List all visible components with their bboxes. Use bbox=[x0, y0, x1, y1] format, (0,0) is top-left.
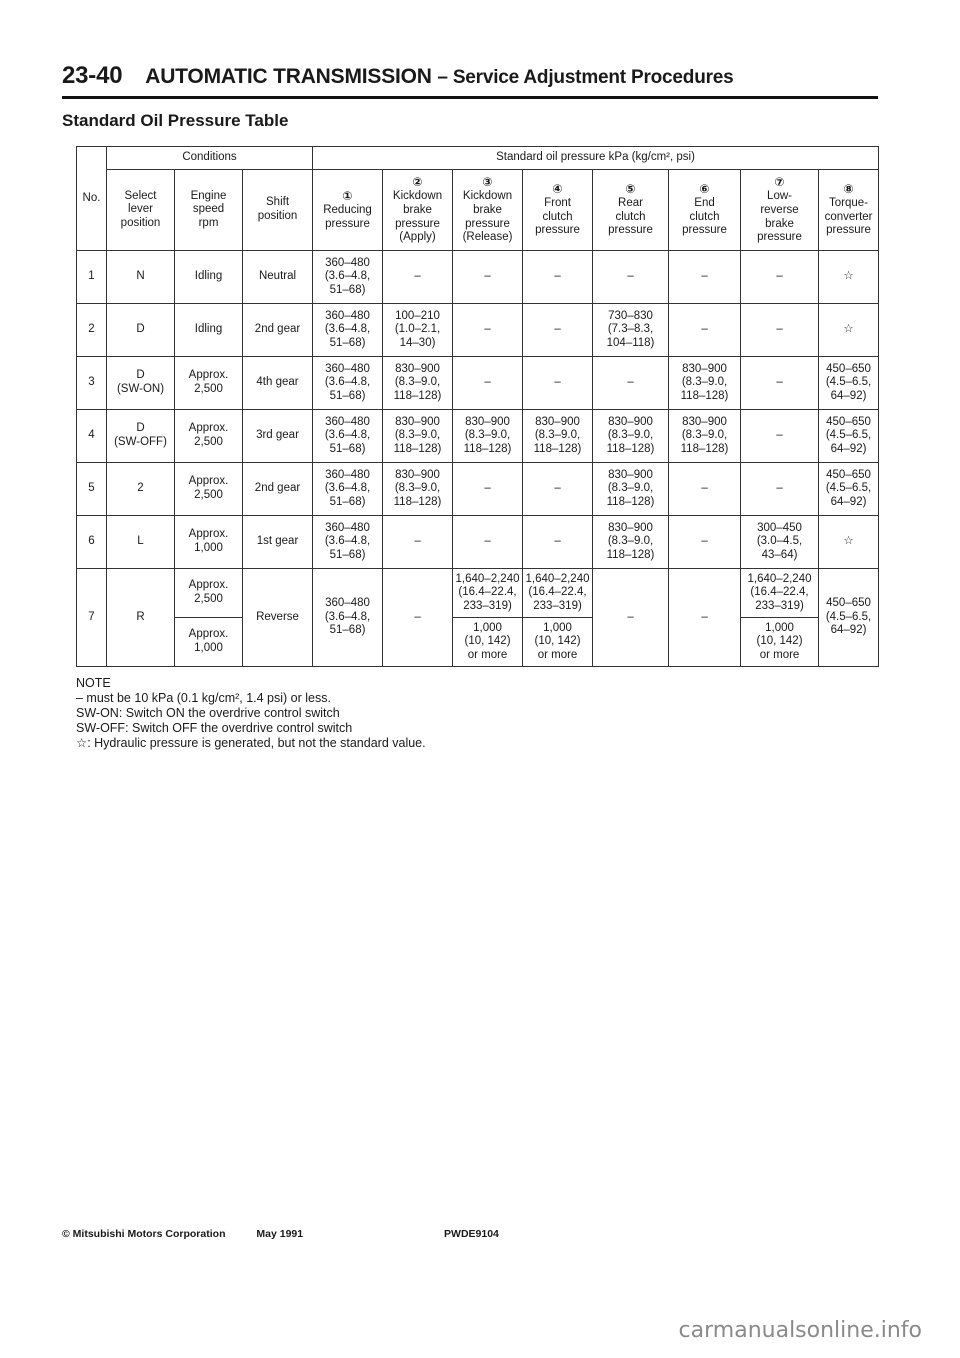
table-cell: – bbox=[383, 251, 453, 304]
circled-number-icon: ⑦ bbox=[774, 175, 785, 190]
table-cell: 300–450 (3.0–4.5, 43–64) bbox=[741, 516, 819, 569]
table-cell: 360–480 (3.6–4.8, 51–68) bbox=[313, 304, 383, 357]
page-number: 23-40 bbox=[62, 62, 123, 89]
header-pressure bbox=[593, 170, 669, 251]
header-pressure bbox=[453, 170, 523, 251]
table-cell: 830–900 (8.3–9.0, 118–128) bbox=[593, 410, 669, 463]
table-cell: 1st gear bbox=[243, 516, 313, 569]
table-row bbox=[77, 357, 879, 410]
row7-engine-a: Approx. 2,500 bbox=[175, 569, 243, 618]
table-cell: 730–830 (7.3–8.3, 104–118) bbox=[593, 304, 669, 357]
footer-copyright: © Mitsubishi Motors Corporation bbox=[62, 1228, 226, 1240]
table-cell: 3rd gear bbox=[243, 410, 313, 463]
table-cell: N bbox=[107, 251, 175, 304]
header-pressure-label: Front clutch pressure bbox=[535, 197, 580, 237]
header-pressure-label: Low- reverse brake pressure bbox=[757, 190, 802, 244]
row7-low-b: 1,000 (10, 142) or more bbox=[741, 618, 819, 667]
header-no: No. bbox=[77, 147, 107, 251]
header-pressure bbox=[313, 170, 383, 251]
circled-number-icon: ⑤ bbox=[625, 182, 636, 197]
page-subtitle: – Service Adjustment Procedures bbox=[437, 67, 734, 88]
page-title: AUTOMATIC TRANSMISSION bbox=[145, 65, 432, 88]
header-pressure bbox=[669, 170, 741, 251]
row7-kd-release-a: 1,640–2,240 (16.4–22.4, 233–319) bbox=[453, 569, 523, 618]
oil-pressure-table bbox=[76, 146, 879, 667]
header-pressure-label: Reducing pressure bbox=[323, 204, 372, 230]
table-cell: – bbox=[669, 251, 741, 304]
table-cell: 830–900 (8.3–9.0, 118–128) bbox=[669, 357, 741, 410]
header-pressure-label: End clutch pressure bbox=[682, 197, 727, 237]
circled-number-icon: ④ bbox=[552, 182, 563, 197]
table-cell: – bbox=[453, 357, 523, 410]
row7-shift: Reverse bbox=[243, 569, 313, 667]
header-pressure-label: Torque- converter pressure bbox=[824, 197, 873, 237]
header-pressure bbox=[383, 170, 453, 251]
header-pressure bbox=[819, 170, 879, 251]
row7-select: R bbox=[107, 569, 175, 667]
page-header bbox=[62, 62, 878, 99]
row7-end: – bbox=[669, 569, 741, 667]
page-footer bbox=[62, 1228, 762, 1240]
table-cell: – bbox=[741, 410, 819, 463]
row7-front-b: 1,000 (10, 142) or more bbox=[523, 618, 593, 667]
table-cell: 450–650 (4.5–6.5, 64–92) bbox=[819, 463, 879, 516]
header-condition: Shift position bbox=[243, 170, 313, 251]
table-cell: 100–210 (1.0–2.1, 14–30) bbox=[383, 304, 453, 357]
row7-kd-apply: – bbox=[383, 569, 453, 667]
table-cell: 830–900 (8.3–9.0, 118–128) bbox=[523, 410, 593, 463]
table-cell: L bbox=[107, 516, 175, 569]
table-cell: 830–900 (8.3–9.0, 118–128) bbox=[593, 516, 669, 569]
table-cell: 830–900 (8.3–9.0, 118–128) bbox=[453, 410, 523, 463]
table-cell: 3 bbox=[77, 357, 107, 410]
row7-no: 7 bbox=[77, 569, 107, 667]
table-cell: 830–900 (8.3–9.0, 118–128) bbox=[383, 410, 453, 463]
table-cell: – bbox=[741, 251, 819, 304]
table-cell: 4th gear bbox=[243, 357, 313, 410]
table-cell: D (SW-OFF) bbox=[107, 410, 175, 463]
table-row bbox=[77, 304, 879, 357]
table-cell: 360–480 (3.6–4.8, 51–68) bbox=[313, 251, 383, 304]
header-pressure-label: Rear clutch pressure bbox=[608, 197, 653, 237]
footer-date: May 1991 bbox=[256, 1228, 304, 1240]
table-cell: – bbox=[593, 251, 669, 304]
circled-number-icon: ⑥ bbox=[699, 182, 710, 197]
table-cell: 5 bbox=[77, 463, 107, 516]
header-pressure-label: Kickdown brake pressure (Apply) bbox=[392, 190, 443, 244]
table-cell: 360–480 (3.6–4.8, 51–68) bbox=[313, 516, 383, 569]
table-cell: 360–480 (3.6–4.8, 51–68) bbox=[313, 463, 383, 516]
table-cell: Idling bbox=[175, 251, 243, 304]
table-row bbox=[77, 516, 879, 569]
header-condition: Select lever position bbox=[107, 170, 175, 251]
table-cell: – bbox=[523, 463, 593, 516]
watermark: carmanualsonline.info bbox=[678, 1318, 922, 1343]
table-cell: 1 bbox=[77, 251, 107, 304]
header-pressure bbox=[523, 170, 593, 251]
note-line: ☆: Hydraulic pressure is generated, but not the standard value. bbox=[76, 736, 426, 750]
table-cell: – bbox=[741, 357, 819, 410]
circled-number-icon: ⑧ bbox=[843, 182, 854, 197]
table-cell: 4 bbox=[77, 410, 107, 463]
table-row bbox=[77, 410, 879, 463]
row7-low-a: 1,640–2,240 (16.4–22.4, 233–319) bbox=[741, 569, 819, 618]
table-row bbox=[77, 463, 879, 516]
table-cell: 830–900 (8.3–9.0, 118–128) bbox=[383, 463, 453, 516]
header-standard-pressure: Standard oil pressure kPa (kg/cm², psi) bbox=[313, 147, 879, 170]
table-cell: ☆ bbox=[819, 516, 879, 569]
table-row bbox=[77, 251, 879, 304]
row7-rear: – bbox=[593, 569, 669, 667]
table-cell: Neutral bbox=[243, 251, 313, 304]
table-cell: – bbox=[741, 304, 819, 357]
footer-ref: PWDE9104 bbox=[444, 1228, 499, 1240]
table-cell: – bbox=[453, 304, 523, 357]
table-cell: 830–900 (8.3–9.0, 118–128) bbox=[593, 463, 669, 516]
row7-kd-release-b: 1,000 (10, 142) or more bbox=[453, 618, 523, 667]
table-cell: ☆ bbox=[819, 304, 879, 357]
row7-reducing: 360–480 (3.6–4.8, 51–68) bbox=[313, 569, 383, 667]
table-cell: Approx. 2,500 bbox=[175, 463, 243, 516]
note-line: SW-ON: Switch ON the overdrive control switch bbox=[76, 706, 340, 720]
table-cell: 2nd gear bbox=[243, 463, 313, 516]
table-cell: – bbox=[669, 304, 741, 357]
table-cell: 2nd gear bbox=[243, 304, 313, 357]
table-cell: – bbox=[383, 516, 453, 569]
table-cell: 360–480 (3.6–4.8, 51–68) bbox=[313, 357, 383, 410]
table-cell: – bbox=[523, 304, 593, 357]
row7-engine-b: Approx. 1,000 bbox=[175, 618, 243, 667]
row7-torque: 450–650 (4.5–6.5, 64–92) bbox=[819, 569, 879, 667]
row7-front-a: 1,640–2,240 (16.4–22.4, 233–319) bbox=[523, 569, 593, 618]
table-cell: – bbox=[669, 516, 741, 569]
table-cell: 2 bbox=[77, 304, 107, 357]
notes bbox=[76, 676, 876, 751]
table-cell: ☆ bbox=[819, 251, 879, 304]
table-cell: – bbox=[741, 463, 819, 516]
table-cell: – bbox=[453, 463, 523, 516]
section-title: Standard Oil Pressure Table bbox=[62, 111, 289, 130]
note-line: – must be 10 kPa (0.1 kg/cm², 1.4 psi) or less. bbox=[76, 691, 331, 705]
table-cell: – bbox=[523, 251, 593, 304]
header-conditions: Conditions bbox=[107, 147, 313, 170]
table-cell: – bbox=[453, 251, 523, 304]
table-cell: – bbox=[593, 357, 669, 410]
table-cell: Approx. 2,500 bbox=[175, 357, 243, 410]
header-pressure bbox=[741, 170, 819, 251]
table-cell: 450–650 (4.5–6.5, 64–92) bbox=[819, 357, 879, 410]
circled-number-icon: ③ bbox=[482, 175, 493, 190]
note-heading: NOTE bbox=[76, 676, 111, 690]
table-cell: – bbox=[523, 516, 593, 569]
table-cell: 830–900 (8.3–9.0, 118–128) bbox=[669, 410, 741, 463]
table-cell: D (SW-ON) bbox=[107, 357, 175, 410]
header-condition: Engine speed rpm bbox=[175, 170, 243, 251]
circled-number-icon: ② bbox=[412, 175, 423, 190]
table-cell: – bbox=[669, 463, 741, 516]
table-cell: 2 bbox=[107, 463, 175, 516]
table-cell: 830–900 (8.3–9.0, 118–128) bbox=[383, 357, 453, 410]
header-pressure-label: Kickdown brake pressure (Release) bbox=[462, 190, 513, 244]
table-cell: Idling bbox=[175, 304, 243, 357]
table-cell: Approx. 2,500 bbox=[175, 410, 243, 463]
note-line: SW-OFF: Switch OFF the overdrive control switch bbox=[76, 721, 353, 735]
table-cell: D bbox=[107, 304, 175, 357]
table-cell: – bbox=[453, 516, 523, 569]
table-cell: – bbox=[523, 357, 593, 410]
table-cell: 450–650 (4.5–6.5, 64–92) bbox=[819, 410, 879, 463]
table-cell: Approx. 1,000 bbox=[175, 516, 243, 569]
table-cell: 360–480 (3.6–4.8, 51–68) bbox=[313, 410, 383, 463]
circled-number-icon: ① bbox=[342, 188, 353, 203]
table-cell: 6 bbox=[77, 516, 107, 569]
